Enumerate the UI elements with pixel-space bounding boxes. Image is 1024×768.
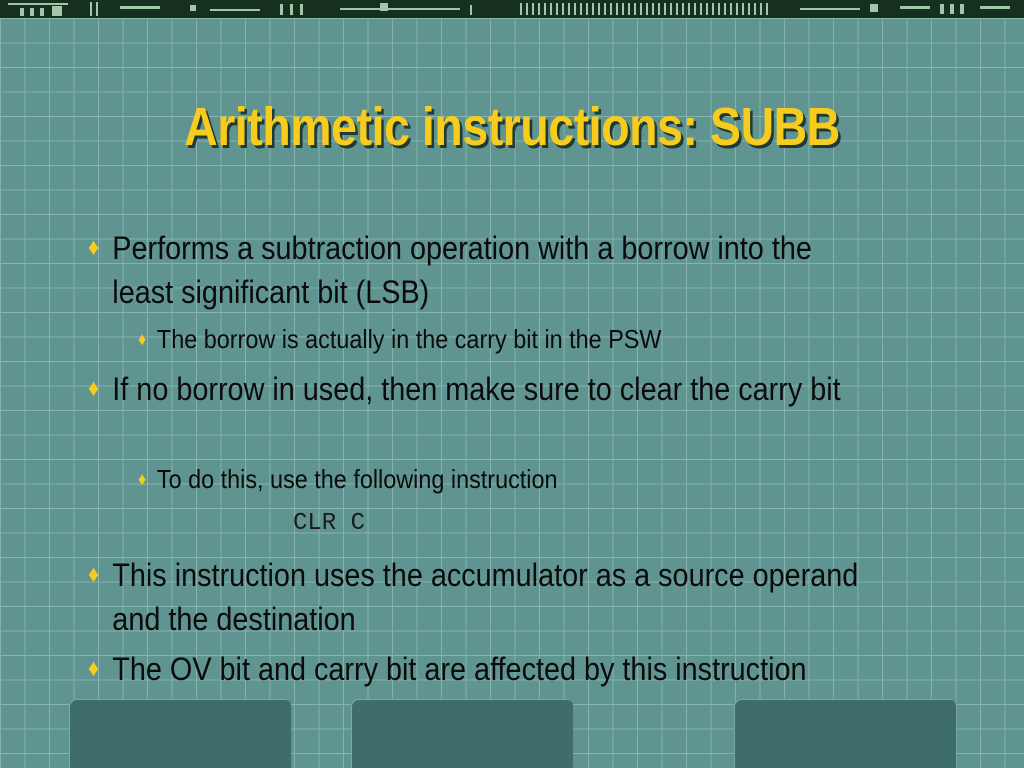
bullet-item-flags-affected [88, 647, 877, 691]
bullet-item-clear-carry [88, 367, 877, 411]
bullet-text: If no borrow in used, then make sure to clear the carry bit [112, 371, 841, 407]
bullet-text: Performs a subtraction operation with a borrow into the least significant bit (LSB) [112, 230, 812, 310]
circuit-pattern-icon [0, 0, 1024, 18]
bullet-text: The OV bit and carry bit are affected by this instruction [112, 651, 807, 687]
sub-bullet-text: To do this, use the following instruction [156, 464, 558, 494]
diamond-bullet-icon: ♦ [88, 561, 100, 588]
bullet-text: This instruction uses the accumulator as a source operand and the destination [112, 557, 859, 637]
diamond-bullet-icon: ♦ [88, 375, 100, 402]
diamond-bullet-icon: ♦ [88, 655, 100, 682]
bullet-item-accumulator [88, 553, 877, 641]
code-instruction: CLR C [293, 510, 366, 537]
sub-bullet-borrow-carry [138, 323, 922, 355]
diamond-bullet-icon: ♦ [138, 469, 147, 489]
footer-panel-left [69, 699, 291, 768]
footer-panel-right [734, 699, 956, 768]
footer-panel-center [351, 699, 573, 768]
diamond-bullet-icon: ♦ [88, 234, 100, 261]
diamond-bullet-icon: ♦ [138, 329, 147, 349]
bullet-item-subb-description [88, 226, 877, 314]
slide-title: Arithmetic instructions: SUBB [184, 97, 840, 157]
sub-bullet-text: The borrow is actually in the carry bit in the PSW [156, 324, 662, 354]
circuit-board-header-strip [0, 0, 1024, 18]
sub-bullet-instruction [138, 463, 922, 495]
